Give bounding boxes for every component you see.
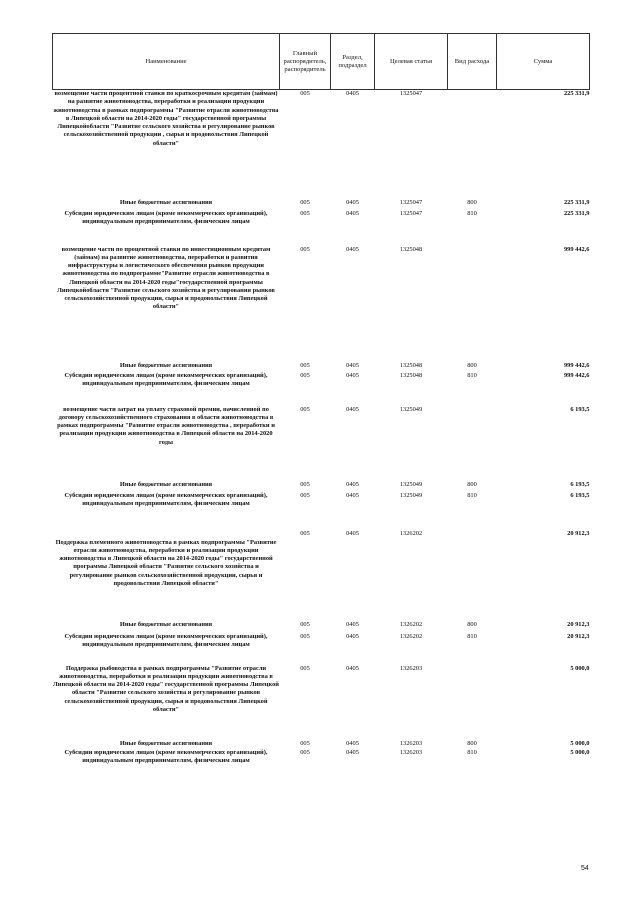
row-name: Иные бюджетные ассигнования xyxy=(119,739,213,747)
header-name: Наименование xyxy=(53,34,280,90)
table-row xyxy=(53,362,590,372)
row-target-article: 1325048 xyxy=(399,245,423,253)
row-name: возмещение части затрат на уплату страховой премии, начисленной по договору сельскохозяйственного страхования в области животноводства в рамках подпрограммы "Развитие отрасли животноводства , переработки и реализации продукции животноводства в Липецкой области на 2014-2020 годы xyxy=(57,405,275,446)
row-chief-manager: 005 xyxy=(300,739,310,747)
table-row xyxy=(53,740,590,749)
row-amount: 225 331,9 xyxy=(563,198,590,206)
row-expense-type: 810 xyxy=(467,491,477,499)
row-section: 0405 xyxy=(331,90,375,199)
row-amount: 999 442,6 xyxy=(563,371,590,379)
table-row xyxy=(53,246,590,362)
row-chief-manager: 005 xyxy=(300,209,310,217)
table-row xyxy=(53,492,590,530)
row-section: 0405 xyxy=(346,361,359,369)
row-name: Иные бюджетные ассигнования xyxy=(119,198,213,206)
table-row xyxy=(53,90,590,199)
row-target-article: 1326202 xyxy=(399,529,423,537)
row-expense-type: 800 xyxy=(467,480,477,488)
row-amount: 6 193,5 xyxy=(570,480,590,488)
row-amount: 225 331,9 xyxy=(563,209,590,217)
row-expense-type xyxy=(448,90,497,199)
row-name: возмещение части процентной ставки по краткосрочным кредитам (займам) на развитие животноводства, переработки и реализации продукции животноводства в рамках подпрограммы "Развитие отрасли животноводства в Липецкой области на 2014-2020 годы" государственной программы Липецкойобласти "Развитие сельского хозяйства и регулирование рынков сельскохозяйственной продукции , сырья и продовольствия Липецкой области" xyxy=(53,90,280,199)
row-target-article: 1326202 xyxy=(399,632,423,640)
row-target-article: 1326203 xyxy=(399,748,423,756)
row-target-article: 1325048 xyxy=(399,371,423,379)
row-amount: 20 912,3 xyxy=(567,632,590,640)
row-amount: 999 442,6 xyxy=(563,361,590,369)
row-chief-manager: 005 xyxy=(300,371,310,379)
row-amount: 5 000,0 xyxy=(570,748,590,756)
header-amount: Сумма xyxy=(497,34,590,90)
row-expense-type: 810 xyxy=(467,209,477,217)
row-chief-manager: 005 xyxy=(300,405,310,413)
row-name: Субсидии юридическим лицам (кроме некоммерческих организаций), индивидуальным предпринимателям, физическим лицам xyxy=(64,632,268,648)
row-section: 0405 xyxy=(346,529,359,537)
header-target-article: Целевая статья xyxy=(375,34,448,90)
header-chief-manager: Главный распорядитель, распорядитель xyxy=(280,34,331,90)
row-target-article: 1325049 xyxy=(399,491,423,499)
row-target-article: 1325049 xyxy=(399,480,423,488)
row-name: Иные бюджетные ассигнования xyxy=(119,361,213,369)
page-number: 54 xyxy=(581,865,589,872)
row-name: Поддержка рыбоводства в рамках подпрограммы "Развитие отрасли животноводства, переработки и реализации продукции животноводства в Липецкой области на 2014-2020 годы" государственной программы Липецкой области "Развитие сельского хозяйства и регулирование рынков сельскохозяйственной продукции, сырья и продовольствия Липецкой области" xyxy=(53,664,279,713)
row-amount: 225 331,9 xyxy=(497,90,590,199)
row-chief-manager: 005 xyxy=(300,620,310,628)
budget-table xyxy=(52,33,590,775)
row-chief-manager: 005 xyxy=(300,632,310,640)
row-section: 0405 xyxy=(346,739,359,747)
table-body xyxy=(53,90,590,775)
row-expense-type xyxy=(448,406,497,481)
row-amount: 5 000,0 xyxy=(570,739,590,747)
row-target-article: 1325047 xyxy=(399,198,423,206)
row-chief-manager: 005 xyxy=(300,529,310,537)
row-expense-type: 810 xyxy=(467,632,477,640)
row-expense-type: 810 xyxy=(467,748,477,756)
row-section: 0405 xyxy=(346,620,359,628)
row-amount: 6 193,5 xyxy=(570,491,590,499)
row-chief-manager: 005 xyxy=(300,245,310,253)
row-section: 0405 xyxy=(346,198,359,206)
row-section: 0405 xyxy=(346,405,359,413)
row-expense-type xyxy=(448,246,497,362)
row-chief-manager: 005 xyxy=(300,480,310,488)
table-header xyxy=(53,34,590,90)
row-target-article: 1325049 xyxy=(399,405,423,413)
table-row xyxy=(53,199,590,210)
row-target-article: 1326203 xyxy=(399,739,423,747)
row-name: возмещение части по процентной ставки по инвестиционным кредитам (займам) на развитие животноводства, переработки и развития инфраструктуры и логистического обеспечения рынков продукции животноводства по подпрограмме"Развитие отрасли животноводства в Липецкой области на 2014-2020 годы"государственной программы Липецкойобласти "Развитие сельского хозяйства и регулирования рынков сельскохозяйственной продукции, сырья и продовольствия Липецкой области" xyxy=(57,245,275,311)
row-name: Субсидии юридическим лицам (кроме некоммерческих организаций), индивидуальным предпринимателям, физическим лицам xyxy=(64,371,268,387)
row-chief-manager: 005 xyxy=(300,748,310,756)
row-expense-type: 800 xyxy=(467,198,477,206)
row-expense-type xyxy=(448,530,497,621)
row-chief-manager: 005 xyxy=(300,361,310,369)
header-expense-type: Вид расхода xyxy=(448,34,497,90)
row-chief-manager: 005 xyxy=(300,198,310,206)
row-section: 0405 xyxy=(346,245,359,253)
row-chief-manager: 005 xyxy=(300,491,310,499)
row-name: Иные бюджетные ассигнования xyxy=(119,480,213,488)
row-section: 0405 xyxy=(346,632,359,640)
row-name: Иные бюджетные ассигнования xyxy=(119,620,213,628)
row-target-article: 1326203 xyxy=(399,664,423,672)
row-target-article: 1325048 xyxy=(399,361,423,369)
row-section: 0405 xyxy=(346,491,359,499)
row-target-article: 1326202 xyxy=(399,620,423,628)
row-amount: 5 000,0 xyxy=(570,664,590,672)
header-section: Раздел, подраздел xyxy=(331,34,375,90)
row-amount: 20 912,3 xyxy=(567,529,590,537)
row-amount: 20 912,3 xyxy=(567,620,590,628)
row-expense-type xyxy=(448,665,497,740)
row-expense-type: 800 xyxy=(467,361,477,369)
row-name: Субсидии юридическим лицам (кроме некоммерческих организаций), индивидуальным предпринимателям, физическим лицам xyxy=(64,491,268,507)
table-row xyxy=(53,372,590,406)
table-row xyxy=(53,633,590,665)
row-section: 0405 xyxy=(346,209,359,217)
row-target-article: 1325047 xyxy=(375,90,448,199)
table-row xyxy=(53,665,590,740)
row-chief-manager: 005 xyxy=(280,90,331,199)
row-section: 0405 xyxy=(346,371,359,379)
row-expense-type: 810 xyxy=(467,371,477,379)
row-amount: 6 193,5 xyxy=(570,405,590,413)
table-row xyxy=(53,210,590,246)
row-chief-manager: 005 xyxy=(300,664,310,672)
table-row xyxy=(53,530,590,621)
row-expense-type: 800 xyxy=(467,620,477,628)
row-amount: 999 442,6 xyxy=(563,245,590,253)
table-row xyxy=(53,749,590,775)
row-target-article: 1325047 xyxy=(399,209,423,217)
table-row xyxy=(53,621,590,633)
row-expense-type: 800 xyxy=(467,739,477,747)
row-name: Субсидии юридическим лицам (кроме некоммерческих организаций), индивидуальным предпринимателям, физическим лицам xyxy=(64,748,268,764)
table-row xyxy=(53,406,590,481)
row-section: 0405 xyxy=(346,748,359,756)
table-row xyxy=(53,481,590,492)
row-name: Субсидии юридическим лицам (кроме некоммерческих организаций), индивидуальным предпринимателям, физическим лицам xyxy=(64,209,268,225)
row-name: Поддержка племенного животноводства в рамках подпрограммы "Развитие отрасли животноводства, переработки и реализации продукции животноводства в Липецкой области на 2014-2020 годы" государственной программы Липецкой области "Развитие сельского хозяйства и регулирование рынков сельскохозяйственной продукции, сырья и продовольствия Липецкой области" xyxy=(55,538,277,587)
row-section: 0405 xyxy=(346,664,359,672)
row-section: 0405 xyxy=(346,480,359,488)
